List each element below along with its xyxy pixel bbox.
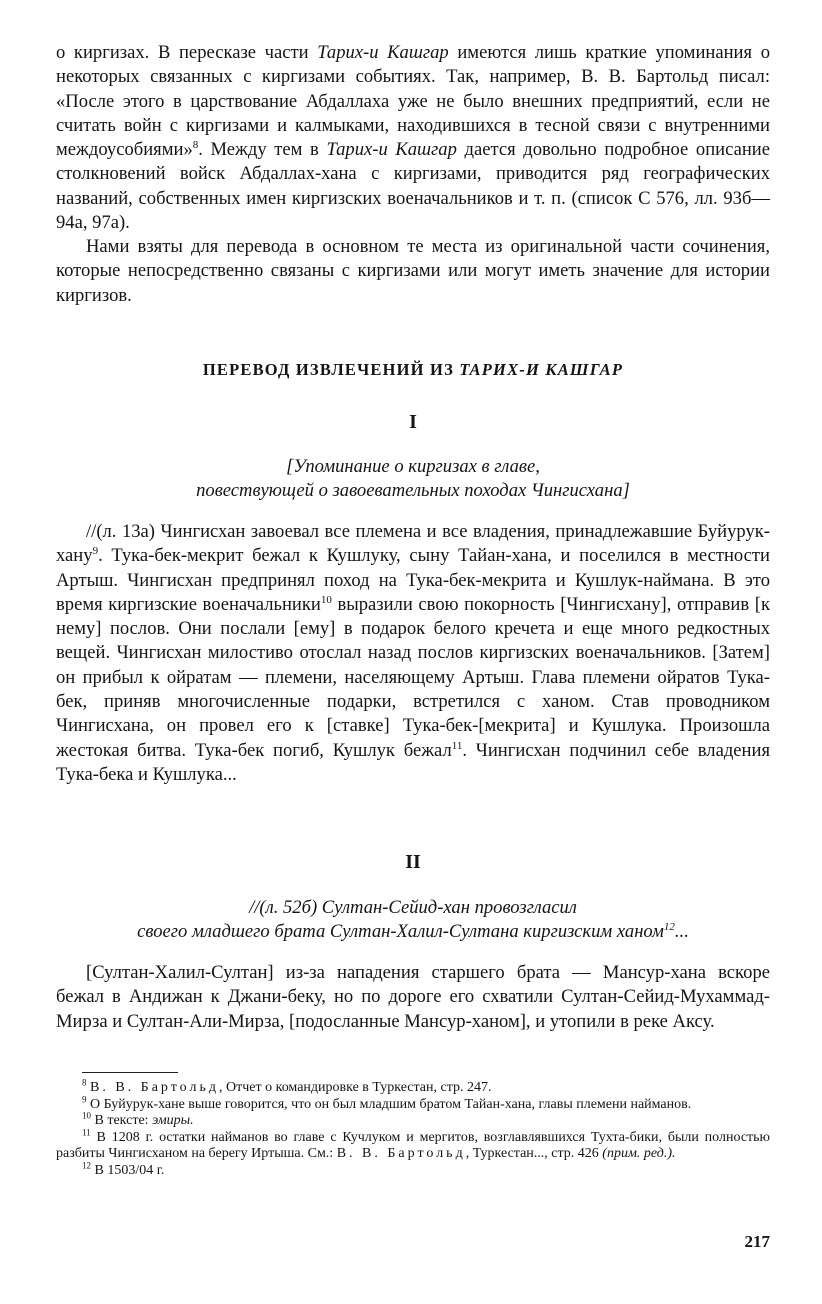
section-1-body: //(л. 13а) Чингисхан завоевал все племена и все владения, принадлежавшие Буйурук-хану$^9$. Тука-бек-мекрит бежал к Кушлуку, сыну Тайан-хана, и поселился в местности Артыш. Чингисхан предпринял поход на Тука-бек-мекрита и Кушлук-наймана. В это время киргизские военачальники$^{10}$ выразили свою покорность [Чингисхану], отправив [к нему] послов. Они послали [ему] в подарок белого кречета и еще много редкостных вещей. Чингисхан милостиво отослал назад послов киргизских военачальников. [Затем] он прибыл к ойратам — племени, населяющему Артыш. Глава племени ойратов Тука-бек, приняв многочисленные подарки, встретился с ханом. Став проводником Чингисхана, он провел его к [ставке] Тука-бек-[мекрита] и Кушлука. Произошла жестокая битва. Тука-бек погиб, Кушлук бежал$^{11}$. Чингисхан подчинил себе владения Тука-бека и Кушлука... bbox=[56, 521, 770, 785]
section-1-subtitle: [Упоминание о киргизах в главе, повествующей о завоевательных походах Чингисхана] bbox=[196, 456, 630, 502]
intro-paragraph-2: Нами взяты для перевода в основном те места из оригинальной части сочинения, которые непосредственно связаны с киргизами или могут иметь значение для истории киргизов. bbox=[56, 236, 770, 306]
section-heading: ПЕРЕВОД ИЗВЛЕЧЕНИЙ ИЗ ТАРИХ-И КАШГАР bbox=[202, 360, 624, 379]
footnote-8: $^8$ В. В. Бартольд, Отчет о командировке в Туркестан, стр. 247. bbox=[82, 1077, 492, 1095]
intro-paragraph-1: о киргизах. В пересказе части Тарих-и Кашгар имеются лишь краткие упоминания о некоторых связанных с киргизами событиях. Так, например, В. В. Бартольд писал: «После этого в царствование Абдаллаха уже не было внешних предприятий, если не считать войн с киргизами и калмыками, находившихся в тесной связи с внутренними междоусобиями»$^8$. Между тем в Тарих-и Кашгар дается довольно подробное описание столкновений войск Абдаллах-хана с киргизами, приводится ряд географических названий, собственных имен киргизских военачальников и т. п. (список С 576, лл. 93б—94а, 97а). bbox=[56, 42, 770, 234]
footnote-9: $^9$ О Буйурук-хане выше говорится, что он был младшим братом Тайан-хана, главы племени найманов. bbox=[82, 1093, 692, 1112]
page-number: 217 bbox=[744, 1232, 770, 1251]
footnote-10: $^{10}$ В тексте: эмиры. bbox=[82, 1110, 194, 1129]
footnote-12: $^{12}$ В 1503/04 г. bbox=[82, 1160, 165, 1178]
footnote-ref-11: 11 bbox=[451, 739, 463, 752]
section-2-body: [Султан-Халил-Султан] из-за нападения старшего брата — Мансур-хана вскоре бежал в Андижан к Джани-беку, но по дороге его схватили Султан-Сейид-Мухаммад-Мирза и Султан-Али-Мирза, [подосланные Мансур-ханом], и утопили в реке Аксу. bbox=[56, 962, 770, 1032]
footnote-11: $^{11}$ В 1208 г. остатки найманов во главе с Кучлуком и мергитов, возглавлявшихся Тухта-бики, были полностью разбиты Чингисханом на берегу Иртыша. См.: В. В. Бартольд, Туркестан..., стр. 426 (прим. ред.). bbox=[56, 1127, 770, 1162]
section-2-subtitle: //(л. 52б) Султан-Сейид-хан провозгласил своего младшего брата Султан-Халил-Султана киргизским ханом$^{12}$... bbox=[137, 897, 689, 943]
section-numeral-2: II bbox=[405, 851, 421, 873]
footnote-ref-9: 9 bbox=[92, 545, 99, 558]
footnotes bbox=[56, 1077, 770, 1180]
footnote-ref-10: 10 bbox=[320, 593, 332, 606]
footnote-ref-8: 8 bbox=[192, 139, 199, 151]
footnote-divider bbox=[82, 1072, 178, 1073]
section-numeral-1: I bbox=[409, 411, 417, 433]
footnote-ref-12: 12 bbox=[663, 921, 675, 934]
